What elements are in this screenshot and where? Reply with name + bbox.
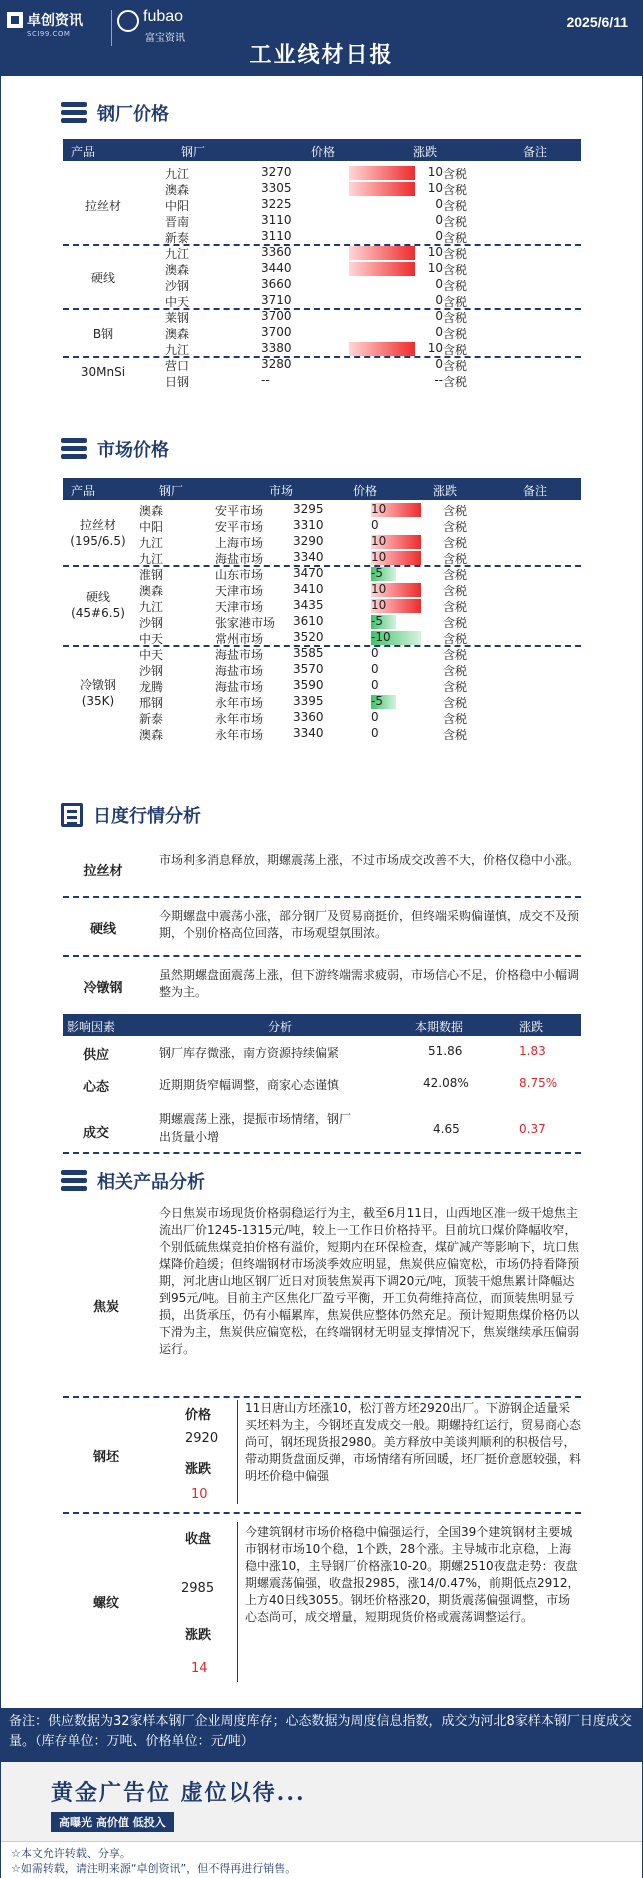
mill-row xyxy=(63,229,581,245)
market-cell-change: -5 xyxy=(371,614,383,628)
mill-cell-change: 0 xyxy=(435,213,443,227)
market-group-spec: (35K) xyxy=(81,694,115,708)
market-cell-change: 0 xyxy=(371,726,379,740)
market-cell-market: 安平市场 xyxy=(215,504,264,518)
market-cell-note: 含税 xyxy=(443,584,468,598)
report-header xyxy=(1,0,642,76)
mill-cell-note: 含税 xyxy=(443,295,468,309)
market-cell-market: 海盐市场 xyxy=(215,680,264,694)
market-cell-change: 0 xyxy=(371,662,379,676)
mill-cell-mill: 九江 xyxy=(165,167,190,181)
market-cell-note: 含税 xyxy=(443,536,468,550)
market-cell-market: 山东市场 xyxy=(215,568,264,582)
mill-cell-price: 3380 xyxy=(261,341,292,355)
market-cell-mill: 九江 xyxy=(139,600,164,614)
market-row xyxy=(63,678,581,694)
mill-cell-change: 0 xyxy=(435,293,443,307)
market-cell-market: 常州市场 xyxy=(215,632,264,646)
footer-line-1: ☆本文允许转载、分享。 xyxy=(11,1847,131,1860)
market-cell-mill: 邢钢 xyxy=(139,696,164,710)
fubao-logo-icon xyxy=(117,10,139,32)
factor-row-sentiment xyxy=(63,1076,581,1100)
billet-separator xyxy=(237,1400,238,1504)
mill-col-change: 涨跌 xyxy=(413,145,438,159)
section-market-heading xyxy=(61,434,169,464)
mill-group-label: B钢 xyxy=(92,327,114,341)
market-row xyxy=(63,518,581,534)
market-cell-change: 0 xyxy=(371,710,379,724)
divider xyxy=(63,1512,581,1514)
ad-banner[interactable] xyxy=(1,1762,642,1842)
factor-col-change: 涨跌 xyxy=(519,1020,544,1034)
mill-cell-note: 含税 xyxy=(443,279,468,293)
mill-group-label: 拉丝材 xyxy=(84,199,121,213)
rebar-change-value: 14 xyxy=(191,1661,208,1676)
market-cell-market: 永年市场 xyxy=(215,712,264,726)
factor-analysis: 钢厂库存微涨，南方资源持续偏紧 xyxy=(159,1046,340,1060)
market-cell-mill: 澳森 xyxy=(139,584,164,598)
market-col-market: 市场 xyxy=(269,484,294,498)
analysis-key: 硬线 xyxy=(89,922,116,937)
mill-cell-change: 0 xyxy=(435,309,443,323)
mill-cell-change: 0 xyxy=(435,229,443,243)
mill-row xyxy=(63,213,581,229)
billet-change-label: 涨跌 xyxy=(185,1462,212,1477)
market-row xyxy=(63,710,581,726)
market-cell-note: 含税 xyxy=(443,504,468,518)
market-cell-mill: 淮钢 xyxy=(139,568,164,582)
mill-cell-change: 10 xyxy=(427,261,443,275)
mill-cell-change: 10 xyxy=(427,181,443,195)
mill-cell-mill: 沙钢 xyxy=(165,279,190,293)
mill-cell-note: 含税 xyxy=(443,263,468,277)
mill-cell-price: 3360 xyxy=(261,245,292,259)
market-cell-change: 10 xyxy=(371,550,387,564)
mill-col-product: 产品 xyxy=(71,145,96,159)
stack-icon xyxy=(61,438,87,460)
market-row xyxy=(63,534,581,550)
factor-data: 42.08% xyxy=(423,1076,469,1090)
factor-table-header xyxy=(63,1014,581,1036)
market-cell-mill: 九江 xyxy=(139,552,164,566)
market-cell-mill: 龙腾 xyxy=(139,680,164,694)
section-related-heading xyxy=(61,1166,205,1196)
market-cell-note: 含税 xyxy=(443,648,468,662)
mill-cell-note: 含税 xyxy=(443,343,468,357)
ad-tag: 高曝光 高价值 低投入 xyxy=(51,1812,174,1832)
market-cell-price: 3295 xyxy=(293,502,324,516)
market-col-mill: 钢厂 xyxy=(159,484,184,498)
factor-row-supply xyxy=(63,1044,581,1068)
market-cell-market: 海盐市场 xyxy=(215,552,264,566)
section-daily-heading xyxy=(61,800,201,830)
factor-key: 心态 xyxy=(83,1080,110,1095)
factor-col-analysis: 分析 xyxy=(268,1020,293,1034)
billet-label: 钢坯 xyxy=(93,1450,120,1465)
analysis-row-hard-wire xyxy=(63,906,581,946)
mill-price-table xyxy=(63,139,581,421)
mill-cell-price: 3270 xyxy=(261,165,292,179)
stack-icon xyxy=(61,102,87,124)
ad-main-text: 黄金广告位 虚位以待... xyxy=(51,1780,306,1806)
mill-cell-mill: 晋南 xyxy=(165,215,190,229)
market-col-product: 产品 xyxy=(71,484,96,498)
rebar-close-value: 2985 xyxy=(181,1581,215,1596)
mill-cell-price: 3280 xyxy=(261,357,292,371)
market-col-note: 备注 xyxy=(523,484,548,498)
mill-cell-price: 3225 xyxy=(261,197,292,211)
mill-cell-note: 含税 xyxy=(443,311,468,325)
market-cell-market: 海盐市场 xyxy=(215,648,264,662)
market-cell-mill: 中天 xyxy=(139,648,164,662)
mill-col-mill: 钢厂 xyxy=(181,145,206,159)
mill-cell-price: 3440 xyxy=(261,261,292,275)
mill-row xyxy=(63,165,581,181)
mill-group-label: 硬线 xyxy=(90,271,115,285)
mill-cell-change: 0 xyxy=(435,197,443,211)
market-cell-note: 含税 xyxy=(443,552,468,566)
market-cell-mill: 中阳 xyxy=(139,520,164,534)
logo-cn-text: 卓创资讯 xyxy=(27,13,83,29)
market-cell-change: -5 xyxy=(371,694,383,708)
market-cell-price: 3585 xyxy=(293,646,324,660)
market-cell-price: 3340 xyxy=(293,726,324,740)
market-cell-price: 3590 xyxy=(293,678,324,692)
mill-cell-note: 含税 xyxy=(443,327,468,341)
mill-cell-note: 含税 xyxy=(443,215,468,229)
factor-data: 51.86 xyxy=(428,1044,463,1058)
mill-row xyxy=(63,293,581,309)
mill-cell-note: 含税 xyxy=(443,247,468,261)
market-group-spec: (195/6.5) xyxy=(70,534,126,548)
market-cell-market: 张家港市场 xyxy=(215,616,276,630)
mill-cell-mill: 澳森 xyxy=(165,327,190,341)
market-cell-price: 3360 xyxy=(293,710,324,724)
mill-cell-change: 0 xyxy=(435,277,443,291)
market-cell-mill: 新泰 xyxy=(139,712,164,726)
market-cell-mill: 沙钢 xyxy=(139,616,164,630)
market-cell-price: 3395 xyxy=(293,694,324,708)
rebar-change-label: 涨跌 xyxy=(185,1628,212,1643)
analysis-text: 今期螺盘中震荡小涨，部分钢厂及贸易商挺价，但终端采购偏谨慎，成交不及预期，个别价格高位回落，市场观望氛围浓。 xyxy=(159,909,580,940)
market-heading-label: 市场价格 xyxy=(97,440,169,461)
logo-sub-text: SCI99.COM xyxy=(27,30,71,38)
market-cell-note: 含税 xyxy=(443,568,468,582)
analysis-key: 冷镦钢 xyxy=(83,981,123,996)
market-cell-mill: 澳森 xyxy=(139,728,164,742)
mill-col-price: 价格 xyxy=(311,145,336,159)
mill-cell-note: 含税 xyxy=(443,183,468,197)
market-col-change: 涨跌 xyxy=(433,484,458,498)
mill-table-header xyxy=(63,139,581,161)
market-cell-change: 0 xyxy=(371,678,379,692)
market-row xyxy=(63,646,581,662)
market-row xyxy=(63,726,581,742)
analysis-row-wire-rod xyxy=(63,850,581,890)
market-cell-note: 含税 xyxy=(443,520,468,534)
market-cell-note: 含税 xyxy=(443,664,468,678)
document-icon xyxy=(61,803,83,827)
mill-cell-price: 3305 xyxy=(261,181,292,195)
mill-cell-change: 10 xyxy=(427,341,443,355)
mill-cell-note: 含税 xyxy=(443,359,468,373)
market-group-label: 硬线 xyxy=(85,590,110,604)
market-cell-market: 永年市场 xyxy=(215,696,264,710)
factor-change: 0.37 xyxy=(519,1122,546,1136)
market-group-label: 拉丝材 xyxy=(79,518,116,532)
market-cell-note: 含税 xyxy=(443,712,468,726)
market-table-header xyxy=(63,478,581,500)
market-row xyxy=(63,598,581,614)
market-cell-change: 10 xyxy=(371,582,387,596)
mill-cell-note: 含税 xyxy=(443,375,468,389)
market-cell-mill: 沙钢 xyxy=(139,664,164,678)
mill-row xyxy=(63,309,581,325)
market-cell-price: 3410 xyxy=(293,582,324,596)
mill-cell-price: 3710 xyxy=(261,293,292,307)
mill-cell-change: -- xyxy=(434,373,443,387)
market-cell-mill: 九江 xyxy=(139,536,164,550)
market-price-table xyxy=(63,478,581,784)
market-cell-market: 天津市场 xyxy=(215,584,264,598)
footer-line-2: ☆如需转载，请注明来源“卓创资讯”，但不得再进行销售。 xyxy=(11,1862,297,1875)
analysis-text: 虽然期螺盘面震荡上涨，但下游终端需求疲弱，市场信心不足，价格稳中小幅调整为主。 xyxy=(159,968,580,999)
market-cell-price: 3290 xyxy=(293,534,324,548)
footer xyxy=(11,1846,296,1876)
fubao-en-text: fubao xyxy=(143,8,184,25)
mill-cell-mill: 莱钢 xyxy=(165,311,190,325)
market-cell-price: 3570 xyxy=(293,662,324,676)
market-cell-price: 3520 xyxy=(293,630,324,644)
divider xyxy=(63,1152,581,1154)
billet-analysis-text: 11日唐山方坯涨10，松汀普方坯2920出厂。下游钢企适量采买坯料为主，今钢坯直发成交一般。期螺持红运行，贸易商心态尚可，钢坯现货报2980。美方释放中美谈判顺利的积极信号，带动期货盘面反弹，市场情绪有所回暖，坯厂挺价意愿较强，料明坯价稳中偏强 xyxy=(245,1401,582,1483)
market-cell-note: 含税 xyxy=(443,632,468,646)
mill-cell-price: 3110 xyxy=(261,213,292,227)
market-cell-note: 含税 xyxy=(443,696,468,710)
market-row xyxy=(63,694,581,710)
market-cell-note: 含税 xyxy=(443,728,468,742)
report-date: 2025/6/11 xyxy=(566,14,628,30)
factor-analysis-line2: 出货量小增 xyxy=(159,1130,220,1144)
factor-analysis: 期螺震荡上涨，提振市场情绪，钢厂 xyxy=(159,1112,352,1126)
market-row xyxy=(63,662,581,678)
market-cell-change: 0 xyxy=(371,518,379,532)
mill-cell-note: 含税 xyxy=(443,231,468,245)
analysis-key: 拉丝材 xyxy=(83,864,123,879)
market-cell-price: 3610 xyxy=(293,614,324,628)
mill-cell-mill: 新泰 xyxy=(165,231,190,245)
mill-cell-mill: 中天 xyxy=(165,295,190,309)
coke-analysis-text: 今日焦炭市场现货价格弱稳运行为主，截至6月11日，山西地区准一级干熄焦主流出厂价1245-1315元/吨，较上一工作日价格持平。目前坑口煤价降幅收窄，个别低硫焦煤竞拍价格有溢价，短期内在环保检查，煤矿减产等影响下，坑口焦煤降价趋缓；但终端钢材市场淡季效应明显，焦炭供应偏宽松，市场仍持看降预期，河北唐山地区钢厂近日对顶装焦炭再下调20元/吨，顶装干熄焦累计降幅达到95元/吨。目前主产区焦化厂盈亏平衡，开工负荷维持高位，而顶装焦明显亏损，出货承压，仍有小幅累库，焦炭供应整体仍然充足。预计短期焦煤价格仍以下滑为主，焦炭供应偏宽松，在终端钢材无明显支撑情况下，焦炭继续承压偏弱运行。 xyxy=(159,1206,580,1356)
mill-cell-price: -- xyxy=(261,373,270,387)
market-cell-note: 含税 xyxy=(443,680,468,694)
mill-cell-mill: 营口 xyxy=(165,359,190,373)
mill-cell-mill: 澳森 xyxy=(165,263,190,277)
mill-cell-mill: 澳森 xyxy=(165,183,190,197)
market-cell-note: 含税 xyxy=(443,600,468,614)
market-cell-market: 海盐市场 xyxy=(215,664,264,678)
market-cell-market: 天津市场 xyxy=(215,600,264,614)
coke-label: 焦炭 xyxy=(93,1300,120,1315)
factor-key: 成交 xyxy=(83,1126,110,1141)
fubao-cn-text: 富宝资讯 xyxy=(145,33,185,44)
market-cell-change: -10 xyxy=(371,630,391,644)
mill-cell-note: 含税 xyxy=(443,199,468,213)
mill-cell-price: 3660 xyxy=(261,277,292,291)
market-cell-price: 3310 xyxy=(293,518,324,532)
stack-icon xyxy=(61,1170,87,1192)
mill-row xyxy=(63,245,581,261)
billet-change-value: 10 xyxy=(191,1487,208,1502)
mill-heading-label: 钢厂价格 xyxy=(97,104,169,125)
market-group-spec: (45#6.5) xyxy=(71,606,125,620)
mill-cell-change: 0 xyxy=(435,325,443,339)
sci99-logo-icon xyxy=(7,12,23,28)
rebar-separator xyxy=(237,1522,238,1682)
divider xyxy=(63,955,581,957)
factor-change: 8.75% xyxy=(519,1076,558,1090)
market-col-price: 价格 xyxy=(353,484,378,498)
analysis-row-cold-heading xyxy=(63,965,581,1005)
market-cell-market: 上海市场 xyxy=(215,536,264,550)
market-row xyxy=(63,502,581,518)
rebar-label: 螺纹 xyxy=(93,1596,120,1611)
factor-row-trade xyxy=(63,1108,581,1148)
market-cell-market: 永年市场 xyxy=(215,728,264,742)
factor-data: 4.65 xyxy=(433,1122,460,1136)
mill-row xyxy=(63,341,581,357)
market-row xyxy=(63,550,581,566)
market-row xyxy=(63,630,581,646)
mill-cell-mill: 九江 xyxy=(165,343,190,357)
mill-cell-note: 含税 xyxy=(443,167,468,181)
divider xyxy=(63,1396,581,1398)
factor-change: 1.83 xyxy=(519,1044,546,1058)
market-cell-market: 安平市场 xyxy=(215,520,264,534)
market-row xyxy=(63,566,581,582)
market-cell-mill: 中天 xyxy=(139,632,164,646)
mill-col-note: 备注 xyxy=(523,145,548,159)
daily-heading-label: 日度行情分析 xyxy=(93,806,201,827)
market-cell-price: 3435 xyxy=(293,598,324,612)
market-cell-note: 含税 xyxy=(443,616,468,630)
market-cell-price: 3470 xyxy=(293,566,324,580)
rebar-analysis-text: 今建筑钢材市场价格稳中偏强运行，全国39个建筑钢材主要城市钢材市场10个稳，1个跌，28个涨。主导城市北京稳，上海稳中涨10，主导钢厂价格涨10-20。期螺2510夜盘走势：夜盘期螺震荡偏强，收盘报2985，涨14/0.47%，前期低点2912，上方40日线3055。钢坯价格涨20，期货震荡偏强调整，市场心态尚可，成交增量，短期现货价格或震荡调整运行。 xyxy=(245,1525,580,1624)
market-row xyxy=(63,582,581,598)
market-cell-change: 0 xyxy=(371,646,379,660)
market-cell-change: 10 xyxy=(371,534,387,548)
report-title: 工业线材日报 xyxy=(249,43,394,68)
analysis-text: 市场利多消息释放，期螺震荡上涨，不过市场成交改善不大，价格仅稳中小涨。 xyxy=(159,853,580,867)
billet-price-value: 2920 xyxy=(185,1431,219,1446)
market-row xyxy=(63,614,581,630)
mill-cell-price: 3110 xyxy=(261,229,292,243)
mill-cell-change: 0 xyxy=(435,357,443,371)
mill-row xyxy=(63,181,581,197)
market-cell-mill: 澳森 xyxy=(139,504,164,518)
market-cell-change: 10 xyxy=(371,502,387,516)
market-group-label: 冷镦钢 xyxy=(79,678,116,692)
divider xyxy=(63,896,581,898)
mill-cell-price: 3700 xyxy=(261,325,292,339)
factor-col-data: 本期数据 xyxy=(415,1020,464,1034)
mill-cell-mill: 中阳 xyxy=(165,199,190,213)
mill-cell-change: 10 xyxy=(427,165,443,179)
mill-cell-change: 10 xyxy=(427,245,443,259)
factor-key: 供应 xyxy=(83,1048,110,1063)
factor-analysis: 近期期货窄幅调整，商家心态谨慎 xyxy=(159,1078,340,1092)
mill-group-label: 30MnSi xyxy=(80,365,126,379)
rebar-close-label: 收盘 xyxy=(185,1532,212,1547)
mill-cell-mill: 日钢 xyxy=(165,375,190,389)
market-cell-change: 10 xyxy=(371,598,387,612)
section-mill-heading xyxy=(61,98,169,128)
billet-price-label: 价格 xyxy=(185,1408,212,1423)
factor-col-factor: 影响因素 xyxy=(67,1020,116,1034)
footnote-bar: 备注：供应数据为32家样本钢厂企业周度库存；心态数据为周度信息指数，成交为河北8家样本钢厂日度成交量。（库存单位：万吨、价格单位：元/吨） xyxy=(1,1708,642,1762)
mill-cell-mill: 九江 xyxy=(165,247,190,261)
market-cell-change: -5 xyxy=(371,566,383,580)
market-cell-price: 3340 xyxy=(293,550,324,564)
related-heading-label: 相关产品分析 xyxy=(97,1172,205,1193)
mill-cell-price: 3700 xyxy=(261,309,292,323)
